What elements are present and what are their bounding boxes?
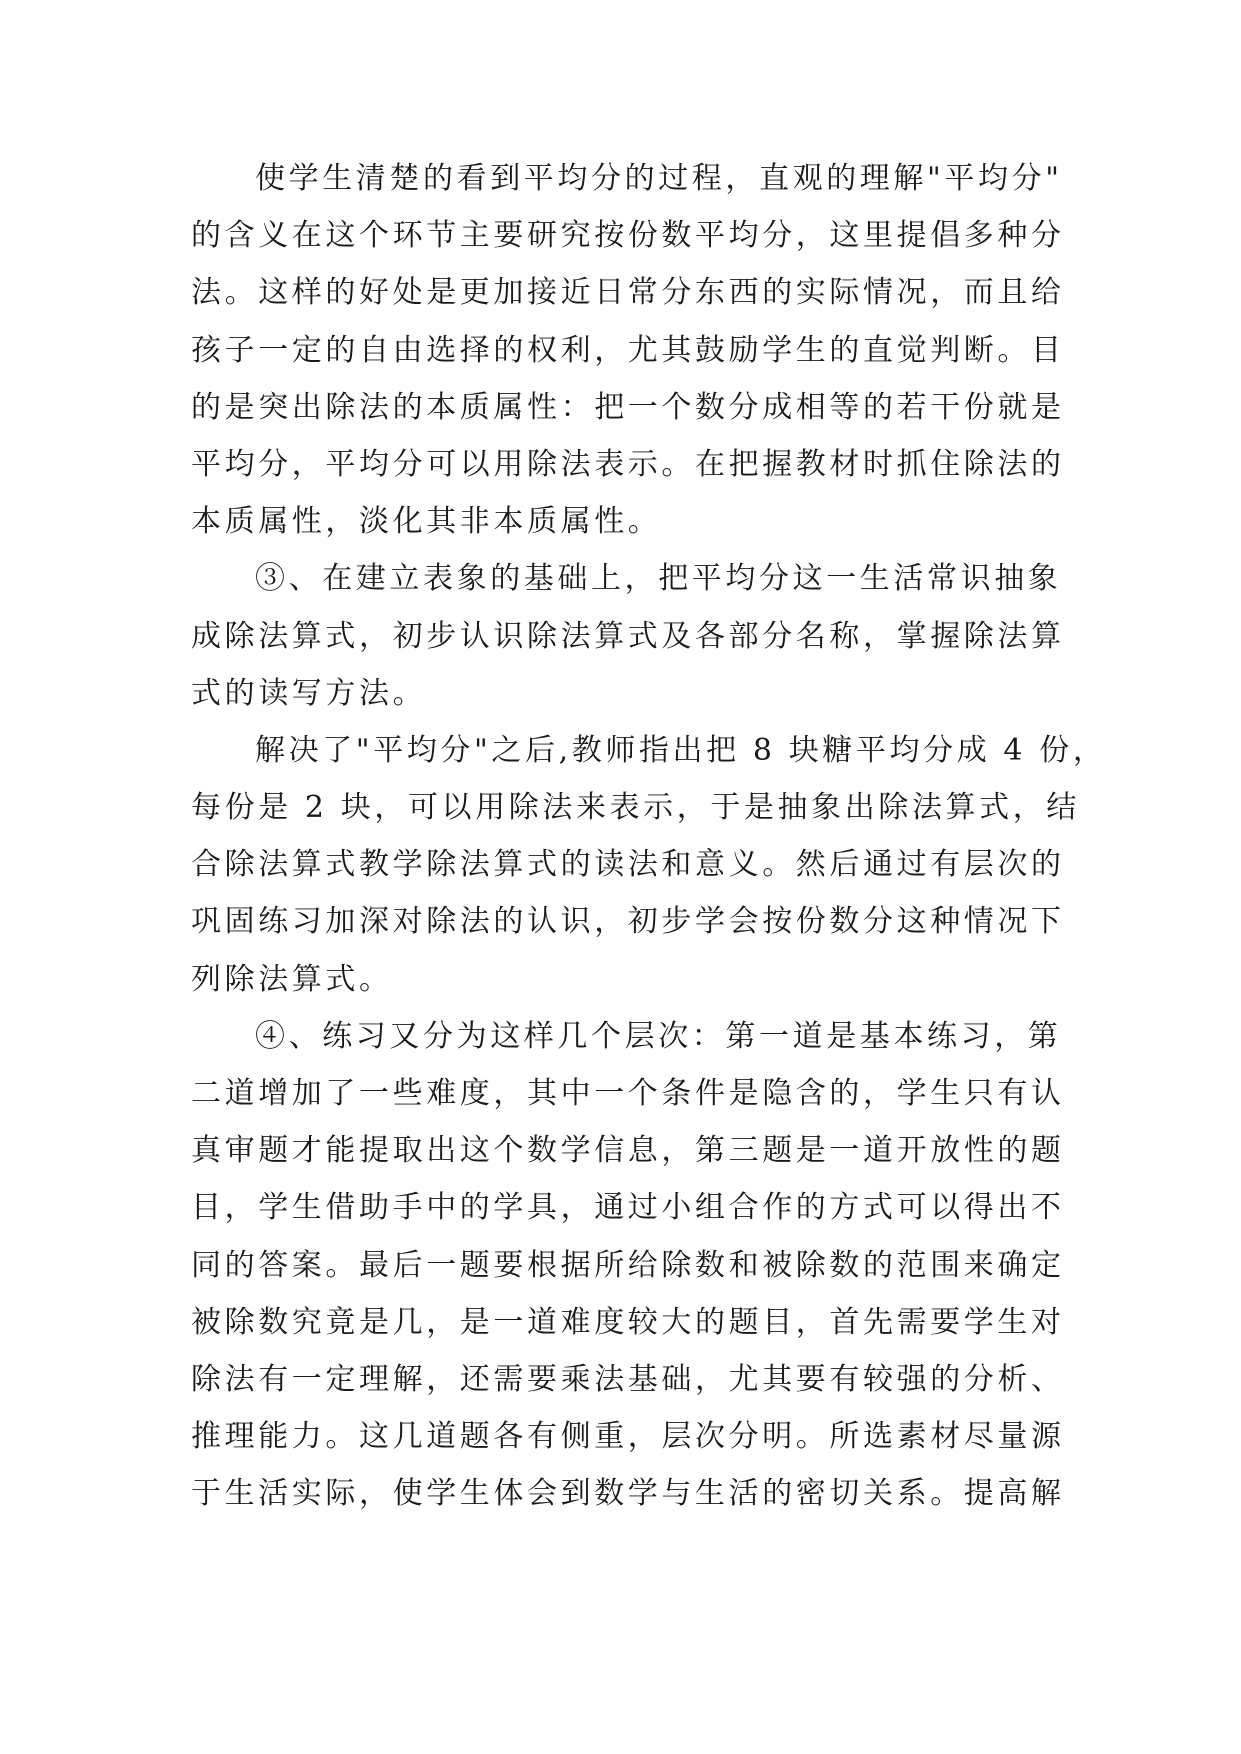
paragraph-line: 真审题才能提取出这个数学信息，第三题是一道开放性的题: [191, 1133, 1065, 1169]
paragraph-line: 的含义在这个环节主要研究按份数平均分，这里提倡多种分: [191, 218, 1065, 254]
paragraph-line: 推理能力。这几道题各有侧重，层次分明。所选素材尽量源: [191, 1419, 1065, 1455]
paragraph-line: 孩子一定的自由选择的权利，尤其鼓励学生的直觉判断。目: [191, 332, 1065, 368]
paragraph-line: 目，学生借助手中的学具，通过小组合作的方式可以得出不: [191, 1190, 1065, 1226]
paragraph-line: 法。这样的好处是更加接近日常分东西的实际情况，而且给: [191, 275, 1065, 311]
paragraph-line: 式的读写方法。: [191, 675, 427, 711]
paragraph-line: 除法有一定理解，还需要乘法基础，尤其要有较强的分析、: [191, 1361, 1065, 1397]
paragraph-line: ③、在建立表象的基础上，把平均分这一生活常识抽象: [255, 561, 1062, 597]
document-body: [191, 150, 1107, 1523]
paragraph-line: 合除法算式教学除法算式的读法和意义。然后通过有层次的: [191, 847, 1065, 883]
paragraph-line: 每份是 2 块，可以用除法来表示，于是抽象出除法算式，结: [191, 790, 1080, 826]
paragraph-line: 解决了"平均分"之后,教师指出把 8 块糖平均分成 4 份，: [255, 732, 1107, 768]
paragraph-line: 同的答案。最后一题要根据所给除数和被除数的范围来确定: [191, 1247, 1065, 1283]
paragraph-line: 于生活实际，使学生体会到数学与生活的密切关系。提高解: [191, 1476, 1065, 1512]
paragraph-line: 的是突出除法的本质属性：把一个数分成相等的若干份就是: [191, 389, 1065, 425]
paragraph-line: 巩固练习加深对除法的认识，初步学会按份数分这种情况下: [191, 904, 1065, 940]
paragraph-line: ④、练习又分为这样几个层次：第一道是基本练习，第: [255, 1018, 1062, 1054]
paragraph-line: 被除数究竟是几，是一道难度较大的题目，首先需要学生对: [191, 1304, 1065, 1340]
paragraph-line: 使学生清楚的看到平均分的过程，直观的理解"平均分": [255, 161, 1063, 196]
paragraph-line: 平均分，平均分可以用除法表示。在把握教材时抓住除法的: [191, 446, 1065, 482]
paragraph-line: 成除法算式，初步认识除法算式及各部分名称，掌握除法算: [191, 618, 1065, 654]
paragraph-line: 二道增加了一些难度，其中一个条件是隐含的，学生只有认: [191, 1076, 1065, 1111]
paragraph-line: 列除法算式。: [191, 961, 393, 997]
paragraph-line: 本质属性，淡化其非本质属性。: [191, 504, 662, 540]
